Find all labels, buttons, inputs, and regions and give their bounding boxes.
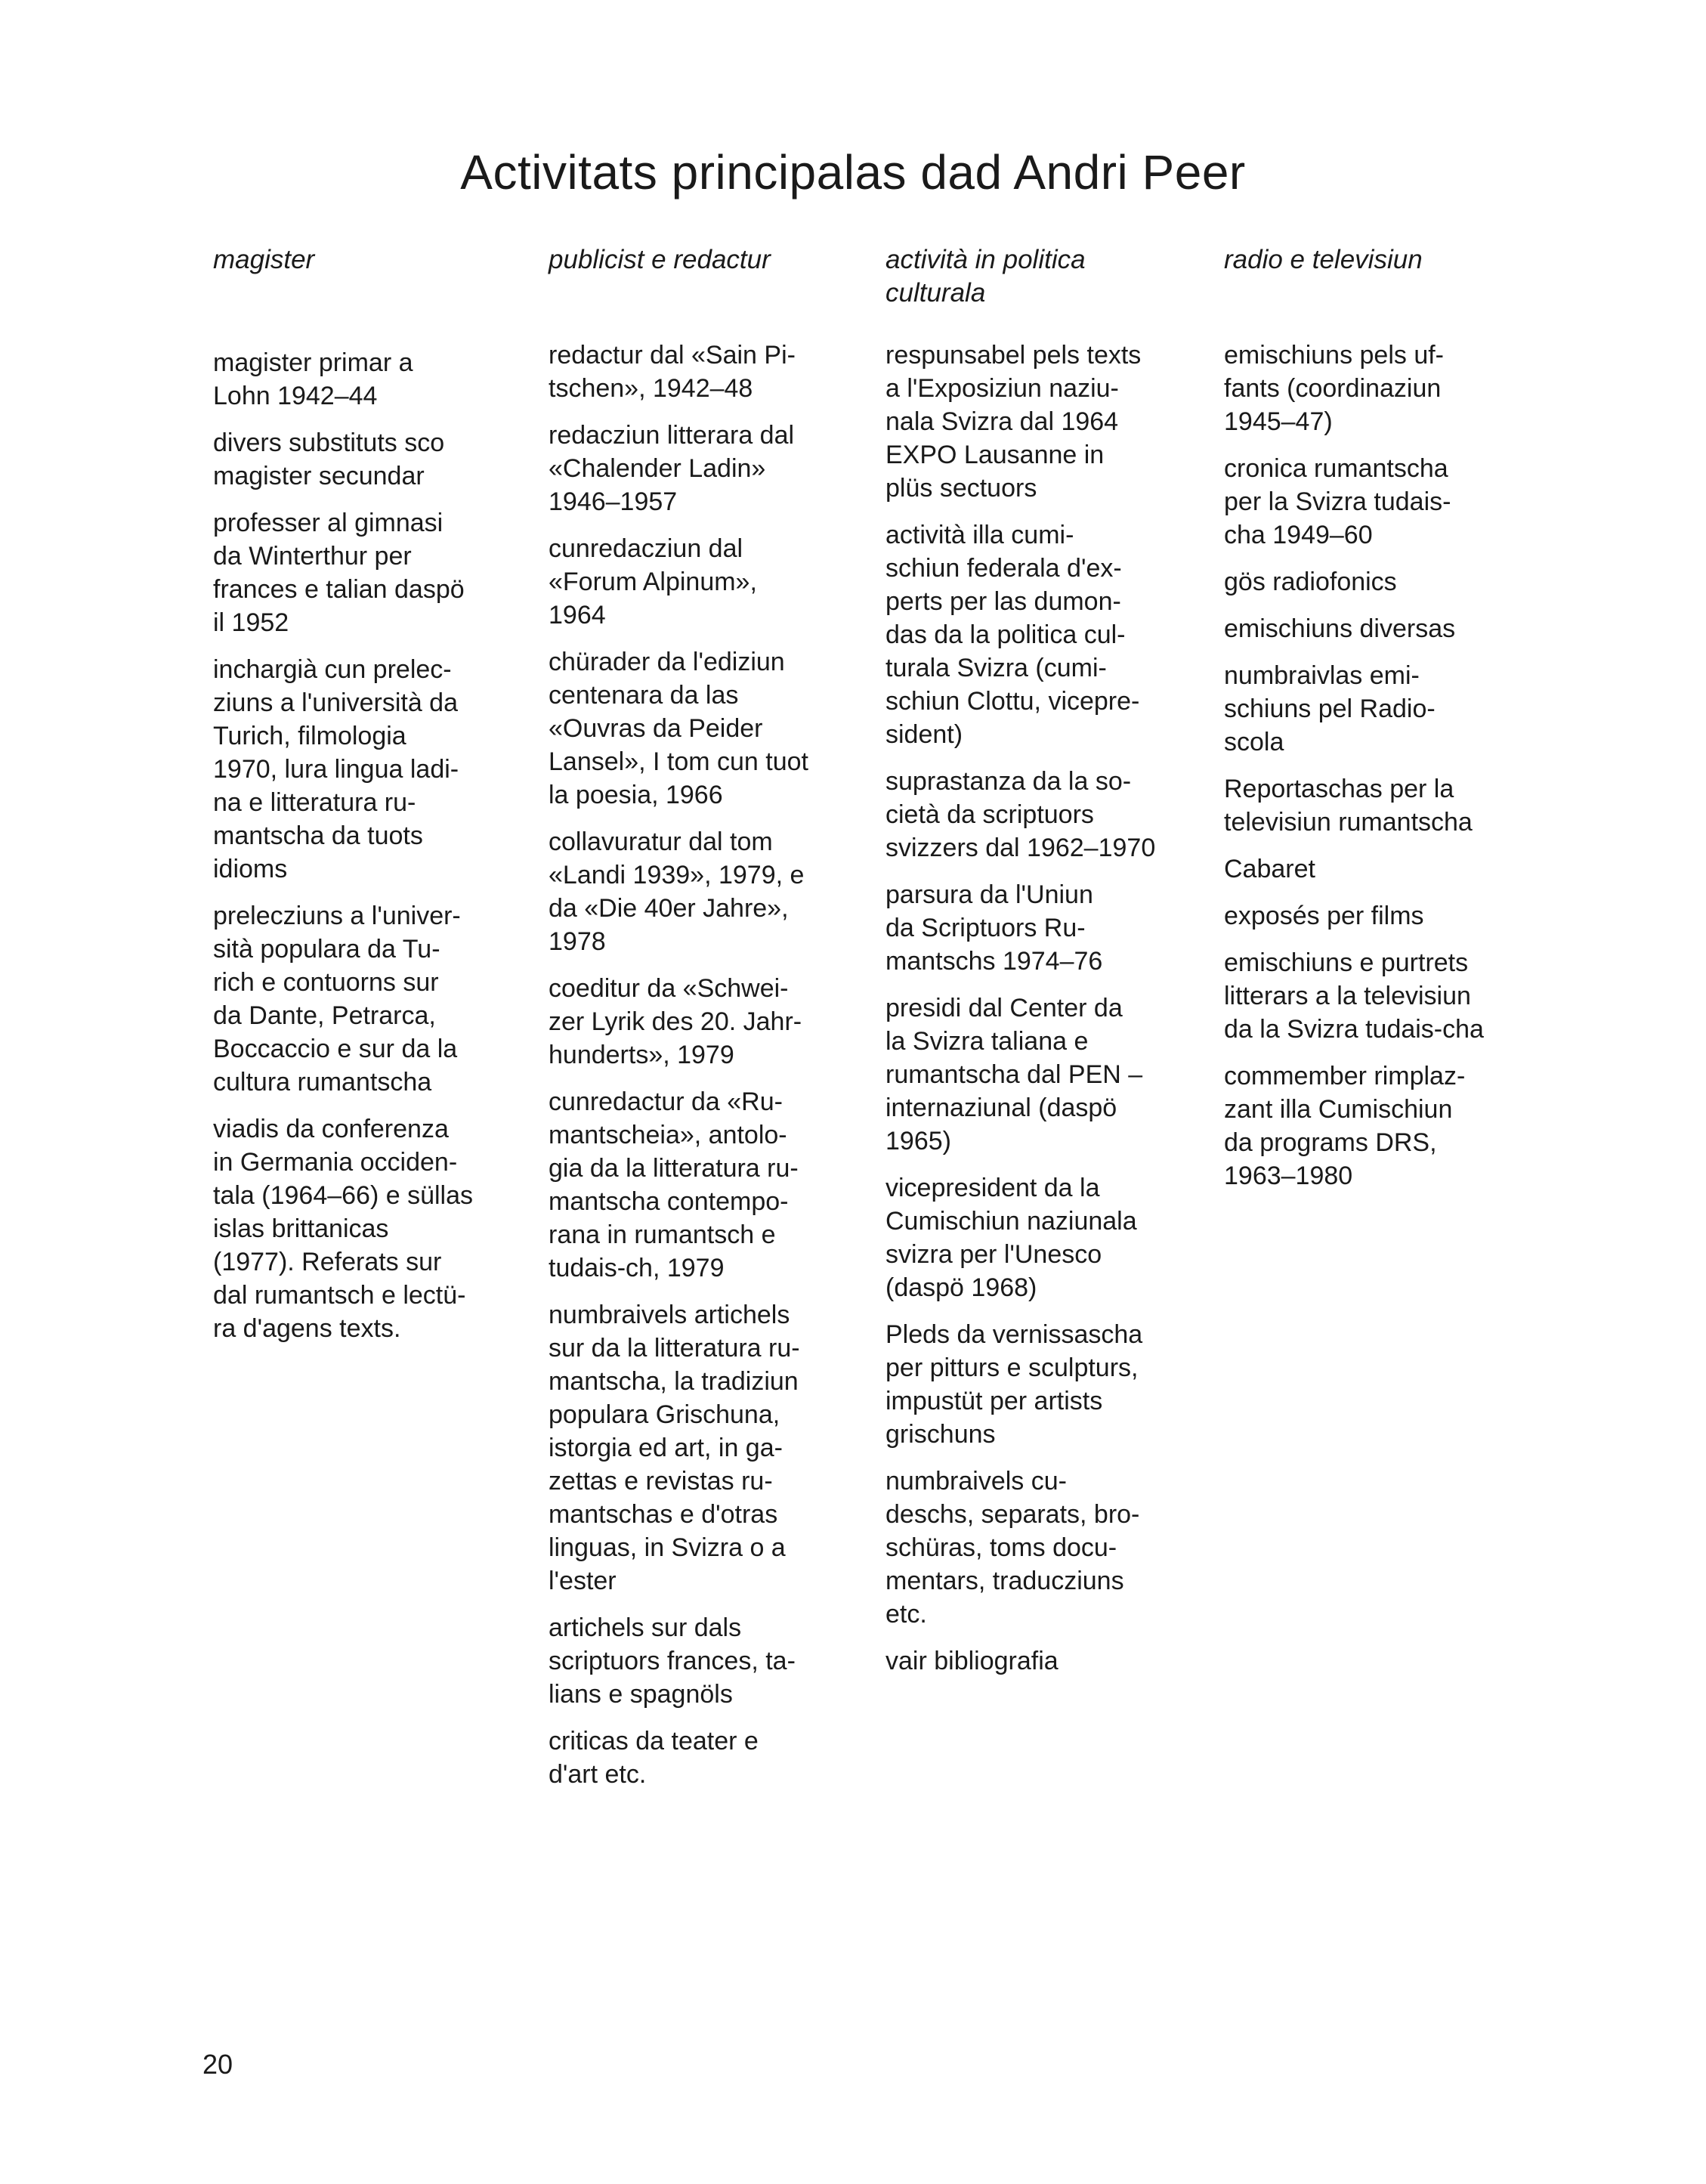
list-item: actività illa cumi- schiun federala d'ex- perts per las dumon- das da la politica cul- turala Svizra (cumi- schiun Clottu, vicepre- sident) — [885, 521, 1140, 749]
list-item: divers substituts sco magister secundar — [213, 428, 445, 490]
list-item: parsura da l'Uniun da Scriptuors Ru- mantschs 1974–76 — [885, 880, 1103, 976]
page-number: 20 — [202, 2049, 233, 2080]
column-politica-culturala — [885, 243, 1203, 1691]
list-item: redacziun litterara dal «Chalender Ladin» 1946–1957 — [549, 421, 795, 516]
list-item: Cabaret — [1224, 855, 1315, 883]
list-item: numbraivels cu- deschs, separats, bro- schüras, toms docu- mentars, traducziuns etc. — [885, 1467, 1140, 1629]
list-item: suprastanza da la so- cietà da scriptuors svizzers dal 1962–1970 — [885, 767, 1156, 862]
column-heading: radio e televisiun — [1224, 245, 1423, 274]
list-item: emischiuns e purtrets litterars a la televisiun da la Svizra tudais-cha — [1224, 948, 1484, 1044]
list-item: emischiuns pels uf- fants (coordinaziun 1945–47) — [1224, 341, 1445, 436]
list-item: vicepresident da la Cumischiun naziunala svizra per l'Unesco (daspö 1968) — [885, 1174, 1137, 1302]
list-item: viadis da conferenza in Germania occiden- tala (1964–66) e süllas islas brittanicas (1977). Referats sur dal rumantsch e lectü- ra d'agens texts. — [213, 1115, 474, 1343]
list-item: chürader da l'ediziun centenara da las «Ouvras da Peider Lansel», I tom cun tuot la poesia, 1966 — [549, 648, 808, 809]
list-item: inchargià cun prelec- ziuns a l'università da Turich, filmologia 1970, lura lingua ladi- na e litteratura ru- mantscha da tuots idioms — [213, 655, 459, 883]
list-item: numbraivels artichels sur da la litteratura ru- mantscha, la tradiziun populara Grischuna, istorgia ed art, in ga- zettas e revistas ru- mantschas e d'otras linguas, in Svizra o a l'ester — [549, 1301, 800, 1595]
entry-list — [549, 339, 866, 1791]
list-item: cunredactur da «Ru- mantscheia», antolo- gia da la litteratura ru- mantscha contempo- rana in rumantsch e tudais-ch, 1979 — [549, 1087, 799, 1282]
column-heading: actività in politica culturala — [885, 245, 1086, 308]
list-item: vair bibliografia — [885, 1647, 1059, 1675]
list-item: presidi dal Center da la Svizra taliana e rumantscha dal PEN – internaziunal (daspö 1965) — [885, 994, 1143, 1155]
list-item: cunredacziun dal «Forum Alpinum», 1964 — [549, 534, 757, 630]
list-item: professer al gimnasi da Winterthur per frances e talian daspö il 1952 — [213, 509, 465, 637]
list-item: prelecziuns a l'univer- sità populara da Tu- rich e contuorns sur da Dante, Petrarca, Boccaccio e sur da la cultura rumantscha — [213, 902, 461, 1097]
list-item: artichels sur dals scriptuors frances, ta- lians e spagnöls — [549, 1613, 796, 1709]
list-item: criticas da teater e d'art etc. — [549, 1727, 759, 1789]
list-item: magister primar a Lohn 1942–44 — [213, 348, 413, 410]
entry-list — [213, 346, 530, 1345]
list-item: Pleds da vernissascha per pitturs e sculpturs, impustüt per artists grischuns — [885, 1320, 1143, 1449]
list-item: respunsabel pels texts a l'Exposiziun naziu- nala Svizra dal 1964 EXPO Lausanne in plüs sectuors — [885, 341, 1142, 503]
list-item: gös radiofonics — [1224, 568, 1397, 596]
list-item: cronica rumantscha per la Svizra tudais- cha 1949–60 — [1224, 454, 1451, 549]
entry-list — [885, 339, 1203, 1678]
list-item: commember rimplaz- zant illa Cumischiun da programs DRS, 1963–1980 — [1224, 1062, 1466, 1190]
entry-list — [1224, 339, 1541, 1193]
column-magister — [213, 243, 530, 1359]
column-radio-televisiun — [1224, 243, 1541, 1206]
list-item: coeditur da «Schwei- zer Lyrik des 20. Jahr- hunderts», 1979 — [549, 974, 802, 1069]
column-heading: magister — [213, 245, 315, 274]
list-item: emischiuns diversas — [1224, 614, 1456, 643]
column-heading: publicist e redactur — [549, 245, 771, 274]
column-publicist — [549, 243, 866, 1805]
list-item: Reportaschas per la televisiun rumantscha — [1224, 775, 1473, 837]
page-title: Activitats principalas dad Andri Peer — [460, 145, 1246, 200]
list-item: redactur dal «Sain Pi- tschen», 1942–48 — [549, 341, 796, 403]
list-item: collavuratur dal tom «Landi 1939», 1979, e da «Die 40er Jahre», 1978 — [549, 828, 805, 956]
list-item: numbraivlas emi- schiuns pel Radio- scola — [1224, 661, 1436, 756]
list-item: exposés per films — [1224, 902, 1424, 930]
